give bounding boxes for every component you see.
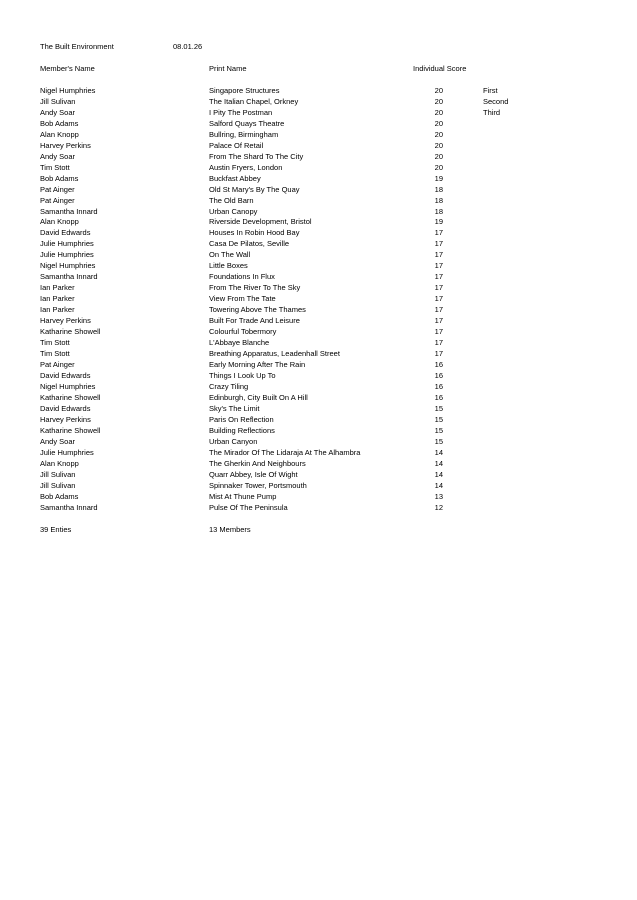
member-name-cell: Jill Sulivan: [40, 480, 76, 490]
member-name-cell: Katharine Showell: [40, 327, 101, 337]
score-cell: 17: [434, 305, 443, 315]
score-cell: 14: [434, 447, 443, 457]
table-row: [40, 425, 513, 436]
print-name-cell: Crazy Tiling: [209, 382, 249, 392]
print-name-cell: Urban Canyon: [209, 436, 258, 446]
table-row: [40, 217, 513, 228]
results-sheet: [40, 41, 513, 535]
member-name-cell: Alan Knopp: [40, 129, 79, 139]
print-name-cell: Singapore Structures: [209, 85, 280, 95]
print-name-cell: Building Reflections: [209, 425, 275, 435]
blank-row: [40, 52, 513, 63]
print-name-cell: Breathing Apparatus, Leadenhall Street: [209, 349, 340, 359]
member-name-cell: Bob Adams: [40, 491, 79, 501]
score-cell: 14: [434, 469, 443, 479]
score-cell: 16: [434, 382, 443, 392]
print-name-cell: I Pity The Postman: [209, 107, 273, 117]
score-cell: 16: [434, 371, 443, 381]
table-row: [40, 370, 513, 381]
member-name-cell: Nigel Humphries: [40, 85, 96, 95]
award-cell: Third: [483, 107, 501, 117]
table-row: [40, 436, 513, 447]
member-name-cell: Alan Knopp: [40, 217, 79, 227]
title-row: [40, 41, 513, 52]
table-row: [40, 502, 513, 513]
print-name-cell: Things I Look Up To: [209, 371, 276, 381]
score-cell: 17: [434, 349, 443, 359]
print-name-cell: Built For Trade And Leisure: [209, 316, 300, 326]
award-cell: Second: [483, 96, 509, 106]
score-cell: 17: [434, 261, 443, 271]
print-name-cell: On The Wall: [209, 250, 251, 260]
print-name-cell: Buckfast Abbey: [209, 173, 261, 183]
print-name-cell: Foundations In Flux: [209, 272, 275, 282]
member-name-cell: Ian Parker: [40, 294, 75, 304]
member-name-cell: Ian Parker: [40, 305, 75, 315]
table-row: [40, 140, 513, 151]
column-header-print: Print Name: [209, 63, 247, 73]
table-row: [40, 491, 513, 502]
table-row: [40, 151, 513, 162]
score-cell: 17: [434, 338, 443, 348]
member-name-cell: Samantha Innard: [40, 272, 98, 282]
score-cell: 20: [434, 107, 443, 117]
score-cell: 17: [434, 272, 443, 282]
print-name-cell: Little Boxes: [209, 261, 248, 271]
print-name-cell: Sky's The Limit: [209, 403, 260, 413]
score-cell: 20: [434, 85, 443, 95]
score-cell: 16: [434, 360, 443, 370]
score-cell: 18: [434, 184, 443, 194]
member-name-cell: Jill Sulivan: [40, 96, 76, 106]
table-row: [40, 348, 513, 359]
print-name-cell: Pulse Of The Peninsula: [209, 502, 288, 512]
score-cell: 15: [434, 403, 443, 413]
table-row: [40, 173, 513, 184]
table-row: [40, 260, 513, 271]
print-name-cell: Spinnaker Tower, Portsmouth: [209, 480, 307, 490]
member-name-cell: Tim Stott: [40, 162, 70, 172]
table-row: [40, 162, 513, 173]
blank-row: [40, 74, 513, 85]
print-name-cell: Urban Canopy: [209, 206, 258, 216]
member-name-cell: Bob Adams: [40, 118, 79, 128]
score-cell: 14: [434, 458, 443, 468]
member-name-cell: Harvey Perkins: [40, 316, 91, 326]
table-row: [40, 227, 513, 238]
score-cell: 17: [434, 283, 443, 293]
table-row: [40, 381, 513, 392]
score-cell: 20: [434, 96, 443, 106]
table-row: [40, 359, 513, 370]
print-name-cell: Palace Of Retail: [209, 140, 264, 150]
print-name-cell: Colourful Tobermory: [209, 327, 277, 337]
table-row: [40, 480, 513, 491]
member-name-cell: Pat Ainger: [40, 195, 75, 205]
member-name-cell: Tim Stott: [40, 338, 70, 348]
print-name-cell: From The River To The Sky: [209, 283, 301, 293]
table-row: [40, 392, 513, 403]
print-name-cell: Mist At Thune Pump: [209, 491, 277, 501]
member-name-cell: David Edwards: [40, 403, 91, 413]
column-header-row: [40, 63, 513, 74]
member-name-cell: Andy Soar: [40, 151, 76, 161]
member-name-cell: Samantha Innard: [40, 502, 98, 512]
results-table: [40, 85, 513, 513]
members-count: 13 Members: [209, 524, 251, 534]
print-name-cell: Quarr Abbey, Isle Of Wight: [209, 469, 298, 479]
score-cell: 18: [434, 195, 443, 205]
table-row: [40, 414, 513, 425]
blank-row: [40, 513, 513, 524]
member-name-cell: Harvey Perkins: [40, 414, 91, 424]
member-name-cell: David Edwards: [40, 371, 91, 381]
score-cell: 20: [434, 151, 443, 161]
member-name-cell: Bob Adams: [40, 173, 79, 183]
table-row: [40, 238, 513, 249]
print-name-cell: The Mirador Of The Lidaraja At The Alhambra: [209, 447, 361, 457]
member-name-cell: Katharine Showell: [40, 425, 101, 435]
score-cell: 12: [434, 502, 443, 512]
table-row: [40, 85, 513, 96]
score-cell: 15: [434, 436, 443, 446]
score-cell: 20: [434, 162, 443, 172]
score-cell: 20: [434, 118, 443, 128]
print-name-cell: Salford Quays Theatre: [209, 118, 285, 128]
table-row: [40, 184, 513, 195]
entries-count: 39 Enties: [40, 524, 72, 534]
score-cell: 17: [434, 294, 443, 304]
print-name-cell: Old St Mary's By The Quay: [209, 184, 300, 194]
member-name-cell: Pat Ainger: [40, 184, 75, 194]
member-name-cell: Julie Humphries: [40, 239, 94, 249]
member-name-cell: Harvey Perkins: [40, 140, 91, 150]
score-cell: 20: [434, 140, 443, 150]
table-row: [40, 206, 513, 217]
score-cell: 19: [434, 217, 443, 227]
table-row: [40, 293, 513, 304]
member-name-cell: Samantha Innard: [40, 206, 98, 216]
score-cell: 19: [434, 173, 443, 183]
award-cell: First: [483, 85, 498, 95]
date-label: 08.01.26: [173, 41, 203, 51]
member-name-cell: Julie Humphries: [40, 447, 94, 457]
print-name-cell: Edinburgh, City Built On A Hill: [209, 392, 308, 402]
table-row: [40, 326, 513, 337]
score-cell: 15: [434, 425, 443, 435]
table-row: [40, 271, 513, 282]
score-cell: 13: [434, 491, 443, 501]
print-name-cell: Casa De Pilatos, Seville: [209, 239, 290, 249]
table-row: [40, 96, 513, 107]
score-cell: 16: [434, 392, 443, 402]
totals-row: [40, 524, 513, 535]
column-header-member: Member's Name: [40, 63, 95, 73]
print-name-cell: Towering Above The Thames: [209, 305, 306, 315]
member-name-cell: Andy Soar: [40, 107, 76, 117]
member-name-cell: Jill Sulivan: [40, 469, 76, 479]
score-cell: 17: [434, 316, 443, 326]
score-cell: 18: [434, 206, 443, 216]
member-name-cell: Andy Soar: [40, 436, 76, 446]
score-cell: 17: [434, 228, 443, 238]
print-name-cell: Houses In Robin Hood Bay: [209, 228, 300, 238]
print-name-cell: Paris On Reflection: [209, 414, 274, 424]
member-name-cell: Julie Humphries: [40, 250, 94, 260]
table-row: [40, 337, 513, 348]
print-name-cell: The Gherkin And Neighbours: [209, 458, 306, 468]
member-name-cell: Nigel Humphries: [40, 261, 96, 271]
member-name-cell: Katharine Showell: [40, 392, 101, 402]
member-name-cell: Ian Parker: [40, 283, 75, 293]
score-cell: 20: [434, 129, 443, 139]
table-row: [40, 249, 513, 260]
table-row: [40, 403, 513, 414]
print-name-cell: Riverside Development, Bristol: [209, 217, 312, 227]
table-row: [40, 469, 513, 480]
table-row: [40, 195, 513, 206]
member-name-cell: Tim Stott: [40, 349, 70, 359]
page-title: The Built Environment: [40, 41, 114, 51]
member-name-cell: Nigel Humphries: [40, 382, 96, 392]
column-header-score: Individual Score: [413, 63, 467, 73]
print-name-cell: View From The Tate: [209, 294, 276, 304]
table-row: [40, 107, 513, 118]
member-name-cell: Pat Ainger: [40, 360, 75, 370]
print-name-cell: Austin Fryers, London: [209, 162, 283, 172]
print-name-cell: L'Abbaye Blanche: [209, 338, 270, 348]
score-cell: 17: [434, 327, 443, 337]
print-name-cell: Bullring, Birmingham: [209, 129, 279, 139]
member-name-cell: David Edwards: [40, 228, 91, 238]
table-row: [40, 118, 513, 129]
score-cell: 14: [434, 480, 443, 490]
score-cell: 15: [434, 414, 443, 424]
score-cell: 17: [434, 239, 443, 249]
print-name-cell: From The Shard To The City: [209, 151, 304, 161]
print-name-cell: Early Morning After The Rain: [209, 360, 306, 370]
table-row: [40, 315, 513, 326]
table-row: [40, 282, 513, 293]
table-row: [40, 304, 513, 315]
member-name-cell: Alan Knopp: [40, 458, 79, 468]
print-name-cell: The Old Barn: [209, 195, 254, 205]
score-cell: 17: [434, 250, 443, 260]
table-row: [40, 458, 513, 469]
table-row: [40, 447, 513, 458]
table-row: [40, 129, 513, 140]
print-name-cell: The Italian Chapel, Orkney: [209, 96, 299, 106]
